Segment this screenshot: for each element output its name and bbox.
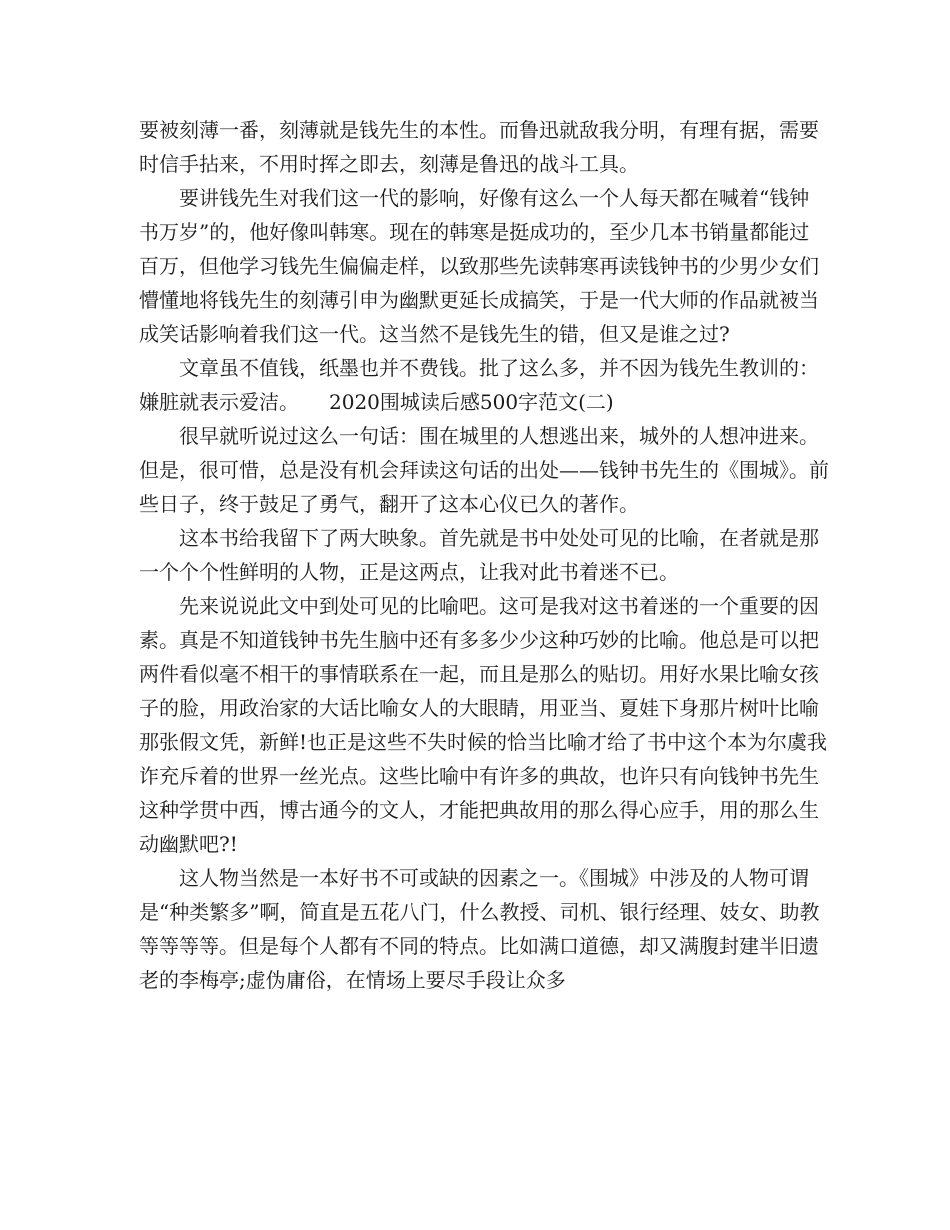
paragraph-3: 文章虽不值钱，纸墨也并不费钱。批了这么多，并不因为钱先生教训的：嫌脏就表示爱洁。 2020围城读后感500字范文(二) [139, 356, 819, 414]
paragraph-4: 很早就听说过这么一句话：围在城里的人想逃出来，城外的人想冲进来。但是，很可惜，总是没有机会拜读这句话的出处——钱钟书先生的《围城》。前些日子，终于鼓足了勇气，翻开了这本心仪已久的著作。 [139, 424, 829, 516]
document-body [139, 113, 829, 997]
paragraph-7: 这人物当然是一本好书不可或缺的因素之一。《围城》中涉及的人物可谓是“种类繁多”啊，简直是五花八门，什么教授、司机、银行经理、妓女、助教等等等等。但是每个人都有不同的特点。比如满口道德，却又满腹封建半旧遗老的李梅亭;虚伪庸俗，在情场上要尽手段让众多 [139, 866, 820, 992]
paragraph-5: 这本书给我留下了两大映象。首先就是书中处处可见的比喻，在者就是那一个个个性鲜明的人物，正是这两点，让我对此书着迷不已。 [139, 526, 819, 584]
paragraph-2: 要讲钱先生对我们这一代的影响，好像有这么一个人每天都在喊着“钱钟书万岁”的，他好像叫韩寒。现在的韩寒是挺成功的，至少几本书销量都能过百万，但他学习钱先生偏偏走样，以致那些先读韩寒再读钱钟书的少男少女们懵懂地将钱先生的刻薄引申为幽默更延长成搞笑，于是一代大师的作品就被当成笑话影响着我们这一代。这当然不是钱先生的错，但又是谁之过? [139, 186, 819, 346]
paragraph-6: 先来说说此文中到处可见的比喻吧。这可是我对这书着迷的一个重要的因素。真是不知道钱钟书先生脑中还有多多少少这种巧妙的比喻。他总是可以把两件看似毫不相干的事情联系在一起，而且是那么的贴切。用好水果比喻女孩子的脸，用政治家的大话比喻女人的大眼睛，用亚当、夏娃下身那片树叶比喻那张假文凭，新鲜!也正是这些不失时候的恰当比喻才给了书中这个本为尔虞我诈充斥着的世界一丝光点。这些比喻中有许多的典故，也许只有向钱钟书先生这种学贯中西，博古通今的文人，才能把典故用的那么得心应手，用的那么生动幽默吧?! [139, 594, 828, 856]
paragraph-1: 要被刻薄一番，刻薄就是钱先生的本性。而鲁迅就敌我分明，有理有据，需要时信手拈来，不用时挥之即去，刻薄是鲁迅的战斗工具。 [139, 118, 819, 176]
